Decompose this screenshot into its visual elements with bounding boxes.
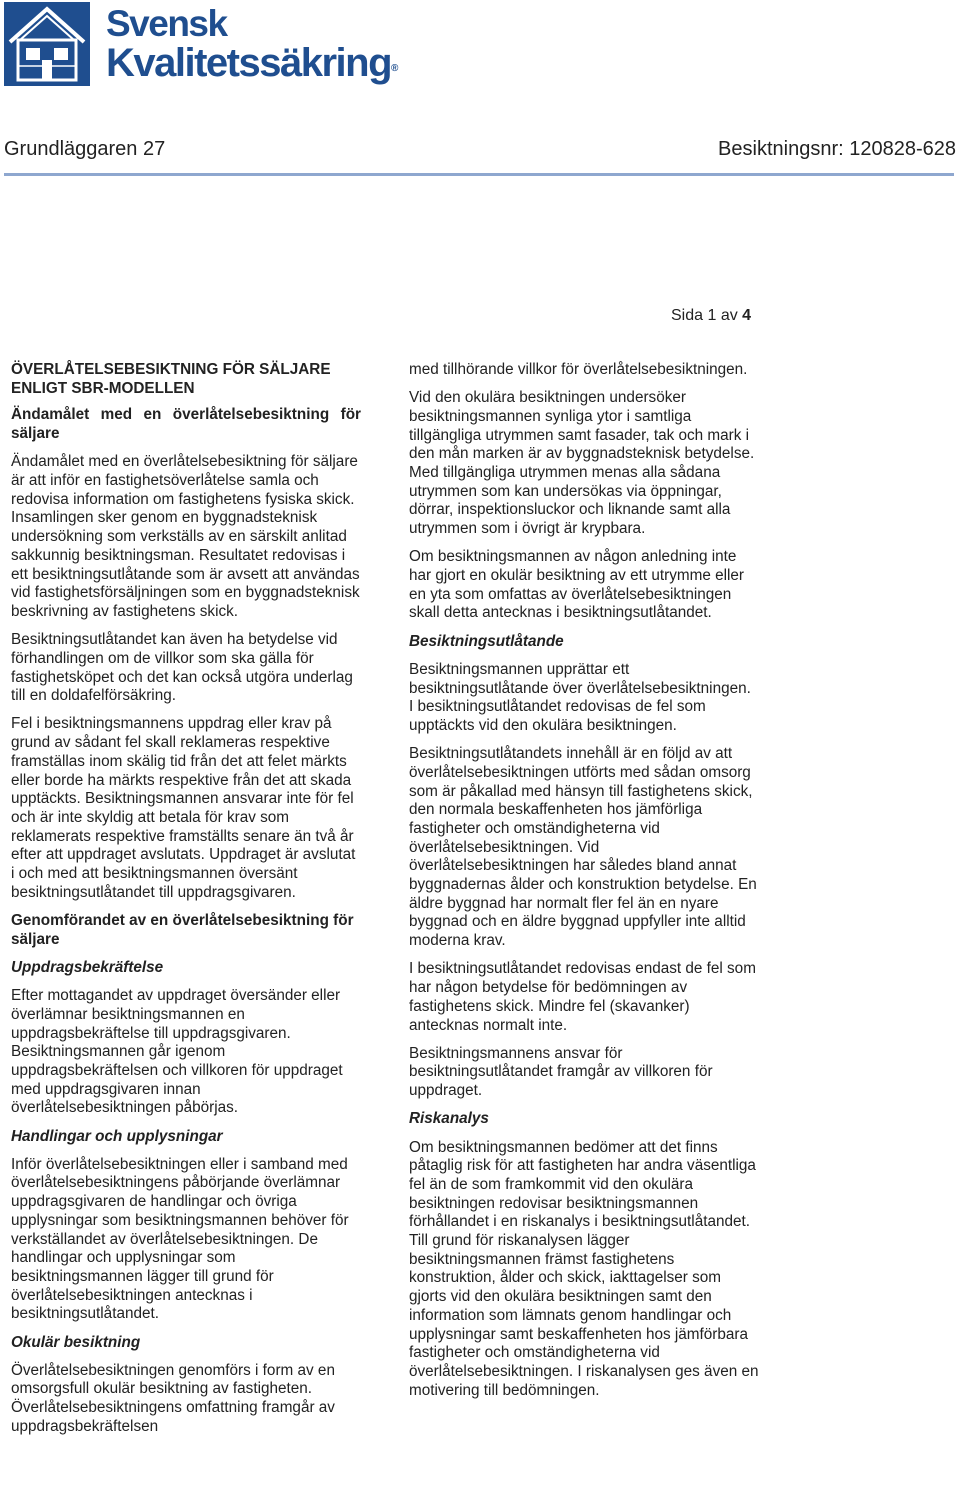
paragraph: Om besiktningsmannen av någon anledning inte har gjort en okulär besiktning av ett utrymme eller en yta som omfattas av överlåtelsebesiktningen skall detta antecknas i besiktningsutlåtandet. — [409, 548, 744, 622]
left-column — [11, 361, 361, 1446]
page-current: 1 — [707, 307, 717, 324]
subheading-visual-inspection: Okulär besiktning — [11, 1333, 141, 1351]
subheading-confirmation: Uppdragsbekräftelse — [11, 958, 164, 976]
document-title: ÖVERLÅTELSEBESIKTNING FÖR SÄLJARE ENLIGT SBR-MODELLEN — [11, 361, 331, 397]
paragraph: Besiktningsutlåtandet kan även ha betydelse vid förhandlingen om de villkor som ska gälla för fastighetsköpet och det kan också utgöra underlag till en doldafelförsäkring. — [11, 631, 353, 705]
house-logo-icon — [4, 2, 90, 86]
page-indicator — [671, 307, 751, 325]
heading-execution: Genomförandet av en överlåtelsebesiktning för säljare — [11, 911, 354, 948]
subheading-risk-analysis: Riskanalys — [409, 1110, 489, 1128]
paragraph: I besiktningsutlåtandet redovisas endast de fel som har någon betydelse för bedömningen av fastighetens skick. Mindre fel (skavanker) antecknas normalt inte. — [409, 960, 756, 1034]
logo-line-1: Svensk — [106, 3, 227, 44]
paragraph: med tillhörande villkor för överlåtelsebesiktningen. — [409, 361, 748, 378]
inspection-number: Besiktningsnr: 120828-628 — [718, 138, 956, 160]
heading-purpose: Ändamålet med en överlåtelsebesiktning för säljare — [11, 406, 361, 443]
paragraph: Inför överlåtelsebesiktningen eller i samband med överlåtelsebesiktningens påbörjande överlämnar uppdragsgivaren de handlingar och övriga upplysningar som besiktningsmannen behöver för verkställandet av överlåtelsebesiktningen. De handlingar och upplysningar som besiktningsmannen lägger till grund för överlåtelsebesiktningen antecknas i besiktningsutlåtandet. — [11, 1155, 349, 1323]
page-middle: av — [716, 307, 743, 324]
property-name: Grundläggaren 27 — [4, 138, 166, 160]
paragraph: Överlåtelsebesiktningen genomförs i form av en omsorgsfull okulär besiktning av fastigheten. Överlåtelsebesiktningens omfattning framgår av uppdragsbekräftelsen — [11, 1361, 335, 1435]
paragraph: Besiktningsutlåtandets innehåll är en följd av att överlåtelsebesiktningen utförts med sådan omsorg som är påkallad med hänsyn till fastighetens skick, den normala beskaffenheten hos jämförliga fastigheter och omständigheterna vid överlåtelsebesiktningen. Vid överlåtelsebesiktningen har således bland annat byggnadernas ålder och konstruktion betydelse. En äldre byggnad har normalt fler fel än en nyare byggnad och en äldre byggnad uppfyller inte alltid moderna krav. — [409, 745, 757, 950]
paragraph: Efter mottagandet av uppdraget översänder eller överlämnar besiktningsmannen en uppdragsbekräftelse till uppdragsgivaren. Besiktningsmannen går igenom uppdragsbekräftelsen och villkoren för uppdraget med uppdragsgivaren innan överlåtelsebesiktningen påbörjas. — [11, 987, 343, 1117]
paragraph: Besiktningsmannens ansvar för besiktningsutlåtandet framgår av villkoren för uppdraget. — [409, 1044, 713, 1100]
paragraph: Om besiktningsmannen bedömer att det finns påtaglig risk för att fastigheten har andra väsentliga fel än de som framkommit vid den okulära besiktningen redovisar besiktningsmannen förhållandet i en riskanalys i besiktningsutlåtandet. Till grund för riskanalysen lägger besiktningsmannen främst fastighetens konstruktion, ålder och skick, iakttagelser som gjorts vid den okulära besiktningen samt den information som lämnats genom handlingar och upplysningar samt beskaffenheten hos jämförbara fastigheter och omständigheterna vid överlåtelsebesiktningen. I riskanalysen ges även en motivering till bedömningen. — [409, 1138, 759, 1399]
header-divider — [4, 173, 954, 176]
logo-wordmark — [106, 3, 399, 85]
right-column — [409, 361, 759, 1410]
paragraph: Fel i besiktningsmannens uppdrag eller krav på grund av sådant fel skall reklameras respektive framställas inom skälig tid från det att felet märkts eller borde ha märkts respektive från det att skada upptäckts. Besiktningsmannen ansvarar inte för fel och är inte skyldig att betala för krav som reklamerats respektive framställts senare än två år efter att uppdraget avslutats. Uppdraget är avslutat i och med att besiktningsmannen översänt besiktningsutlåtandet till uppdragsgivaren. — [11, 715, 356, 901]
paragraph: Vid den okulära besiktningen undersöker besiktningsmannen synliga ytor i samtliga tillgängliga utrymmen samt fasader, tak och mark i den mån marken är av byggnadsteknisk betydelse. Med tillgängliga utrymmen menas alla sådana utrymmen som kan undersökas via öppningar, dörrar, inspektionsluckor och liknande samt alla utrymmen som i övrigt är krypbara. — [409, 389, 755, 538]
paragraph: Besiktningsmannen upprättar ett besiktningsutlåtande över överlåtelsebesiktningen. I besiktningsutlåtandet redovisas de fel som upptäckts vid den okulära besiktningen. — [409, 660, 751, 734]
paragraph: Ändamålet med en överlåtelsebesiktning för säljare är att inför en fastighetsöverlåtelse samla och redovisa information om fastighetens fysiska skick. Insamlingen sker genom en byggnadsteknisk undersökning som verkställs av en särskilt anlitad sakkunnig besiktningsman. Resultatet redovisas i ett besiktningsutlåtande som är avsett att användas vid fastighetsförsäljningen som en byggnadsteknisk beskrivning av fastighetens skick. — [11, 453, 360, 620]
subheading-documents: Handlingar och upplysningar — [11, 1127, 223, 1145]
page-prefix: Sida — [671, 307, 708, 324]
logo-line-2 — [106, 42, 398, 84]
page-total: 4 — [742, 307, 752, 324]
logo-line-2-text: Kvalitetssäkring — [106, 41, 392, 85]
subheading-statement: Besiktningsutlåtande — [409, 632, 564, 650]
registered-mark: ® — [391, 63, 399, 74]
